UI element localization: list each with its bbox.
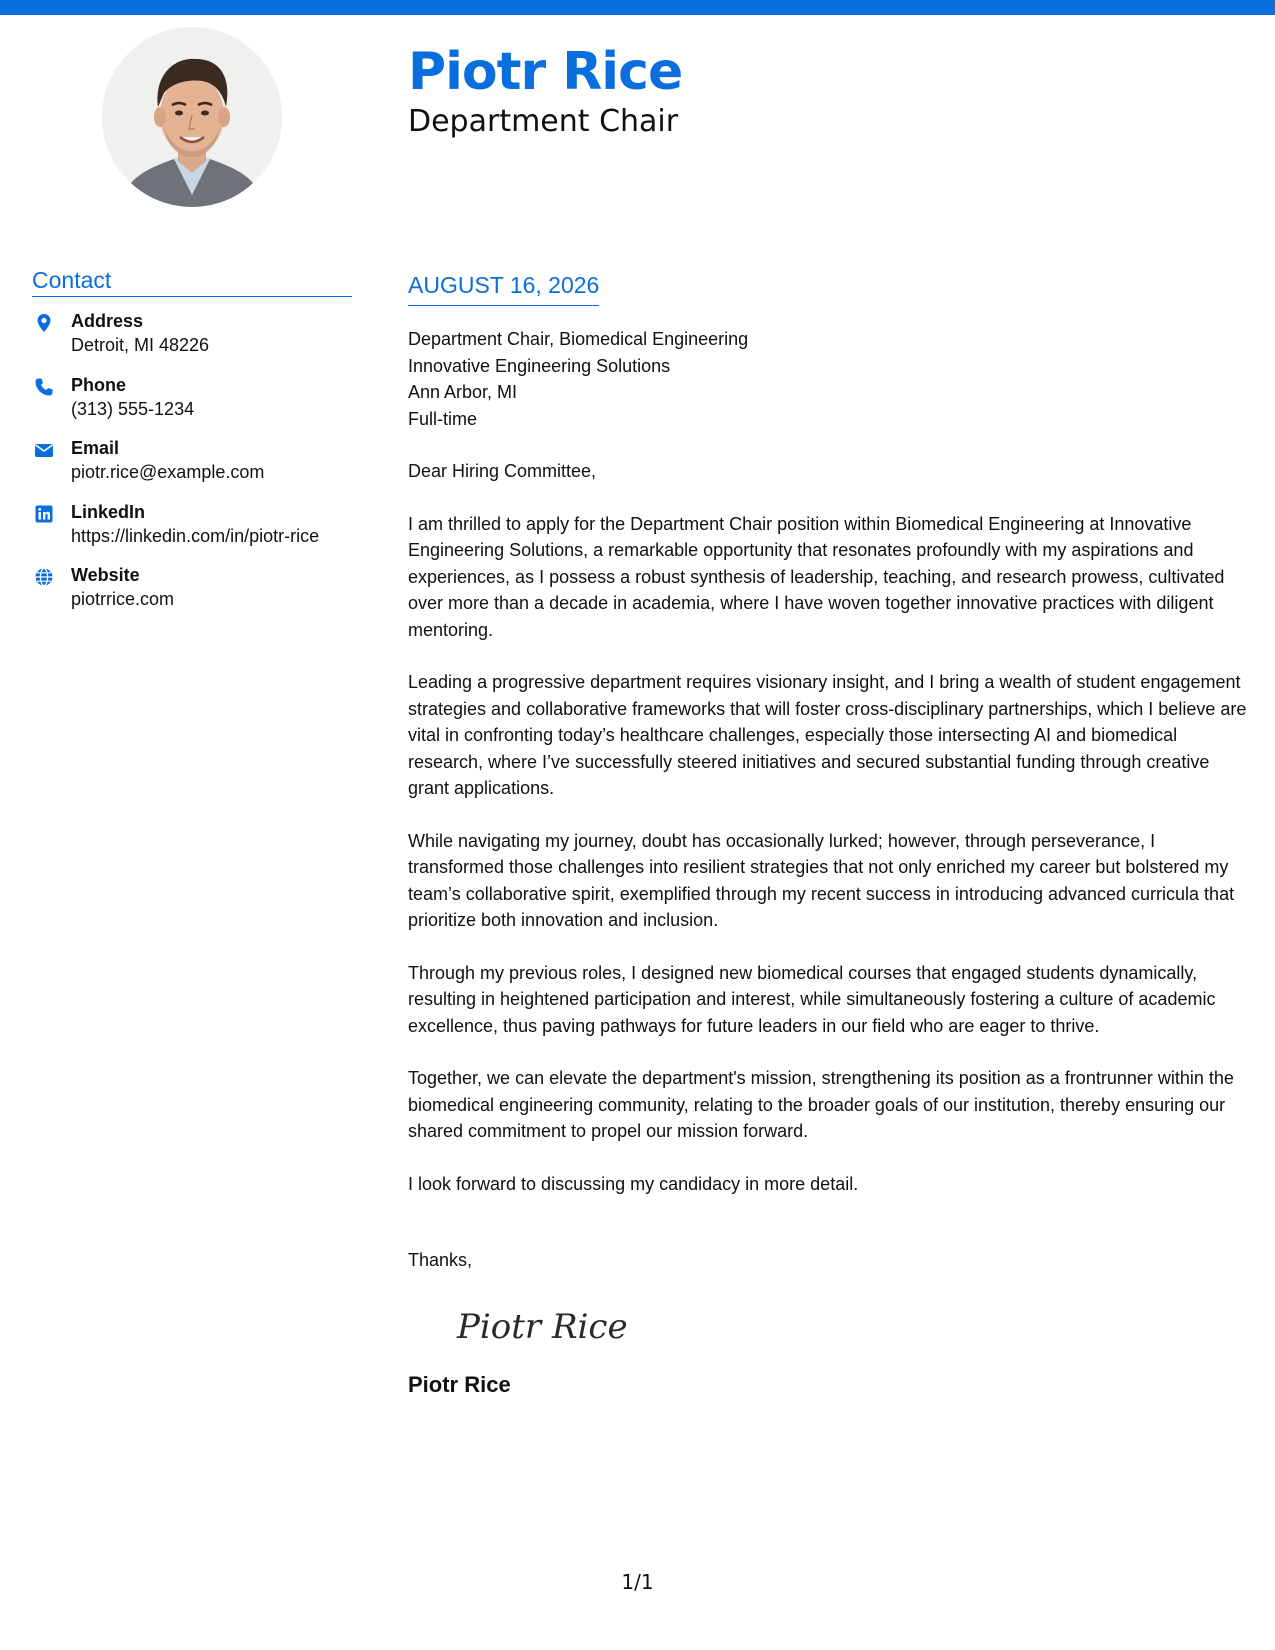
letter-paragraph: While navigating my journey, doubt has occasionally lurked; however, through perseverance, I transformed those challenges into resilient strategies that not only enriched my career but bolstered my team’s collaborative spirit, exemplified through my recent success in introducing advanced curricula that prioritize both innovation and inclusion. [408,830,1235,930]
contact-item-email [32,436,352,500]
address-value: Detroit, MI 48226 [71,335,210,355]
email-value[interactable]: piotr.rice@example.com [71,462,265,482]
contact-sidebar [32,266,352,627]
letter-paragraph: Together, we can elevate the department's mission, strengthening its position as a frontrunner within the biomedical engineering community, relating to the broader goals of our institution, thereby ensuring our shared commitment to propel our mission forward. [408,1068,1234,1141]
signed-name: Piotr Rice [408,1371,511,1397]
letter-paragraph: Leading a progressive department requires visionary insight, and I bring a wealth of student engagement strategies and collaborative frameworks that will foster cross-disciplinary partnerships, which I believe are vital in confronting today’s healthcare challenges, especially those intersecting AI and biomedical research, where I’ve successfully steered initiatives and secured substantial funding through creative grant applications. [408,672,1247,798]
contact-label: Phone [71,374,127,395]
closing: Thanks, [408,1250,473,1270]
contact-list [32,309,352,627]
linkedin-icon [34,504,54,524]
letter-paragraph: I am thrilled to apply for the Department Chair position within Biomedical Engineering at Innovative Engineering Solutions, a remarkable opportunity that resonates profoundly with my aspirations and experiences, as I possess a robust synthesis of leadership, teaching, and research prowess, cultivated over more than a decade in academia, where I have woven together innovative practices with diligent mentoring. [408,513,1225,640]
contact-item-website [32,563,352,627]
recipient-company: Innovative Engineering Solutions [408,355,671,376]
contact-heading: Contact [32,266,352,297]
profile-photo [102,27,282,207]
contact-item-address [32,309,352,373]
website-value[interactable]: piotrrice.com [71,589,175,609]
contact-item-linkedin [32,500,352,564]
phone-value: (313) 555-1234 [71,398,195,419]
letter-paragraph: Through my previous roles, I designed new biomedical courses that engaged students dynamically, resulting in heightened participation and interest, while simultaneously fostering a culture of academic excellence, thus paving pathways for future leaders in our field who are eager to thrive. [408,962,1216,1036]
contact-label: Address [71,311,144,331]
applicant-title: Department Chair [408,104,679,139]
map-pin-icon [34,313,54,333]
contact-label: Website [71,565,140,585]
signature-text: Piotr Rice [457,1306,628,1347]
applicant-name: Piotr Rice [408,42,683,102]
letter-paragraph: I look forward to discussing my candidacy in more detail. [408,1173,859,1194]
recipient-location: Ann Arbor, MI [408,382,518,402]
handwritten-signature [453,1294,633,1358]
globe-icon [34,567,54,587]
letter-date: AUGUST 16, 2026 [408,268,599,306]
letter-body [408,268,1248,1400]
linkedin-value[interactable]: https://linkedin.com/in/piotr-rice [71,525,320,546]
top-accent-bar [0,0,1275,15]
envelope-icon [34,440,54,460]
recipient-block [408,326,1248,432]
contact-item-phone [32,373,352,437]
contact-label: Email [71,438,120,458]
phone-icon [34,377,54,397]
page-number: 1/1 [621,1570,654,1594]
avatar [102,27,282,207]
salutation: Dear Hiring Committee, [408,461,597,481]
recipient-employment-type: Full-time [408,408,478,429]
recipient-position: Department Chair, Biomedical Engineering [408,329,749,349]
contact-label: LinkedIn [71,501,146,522]
